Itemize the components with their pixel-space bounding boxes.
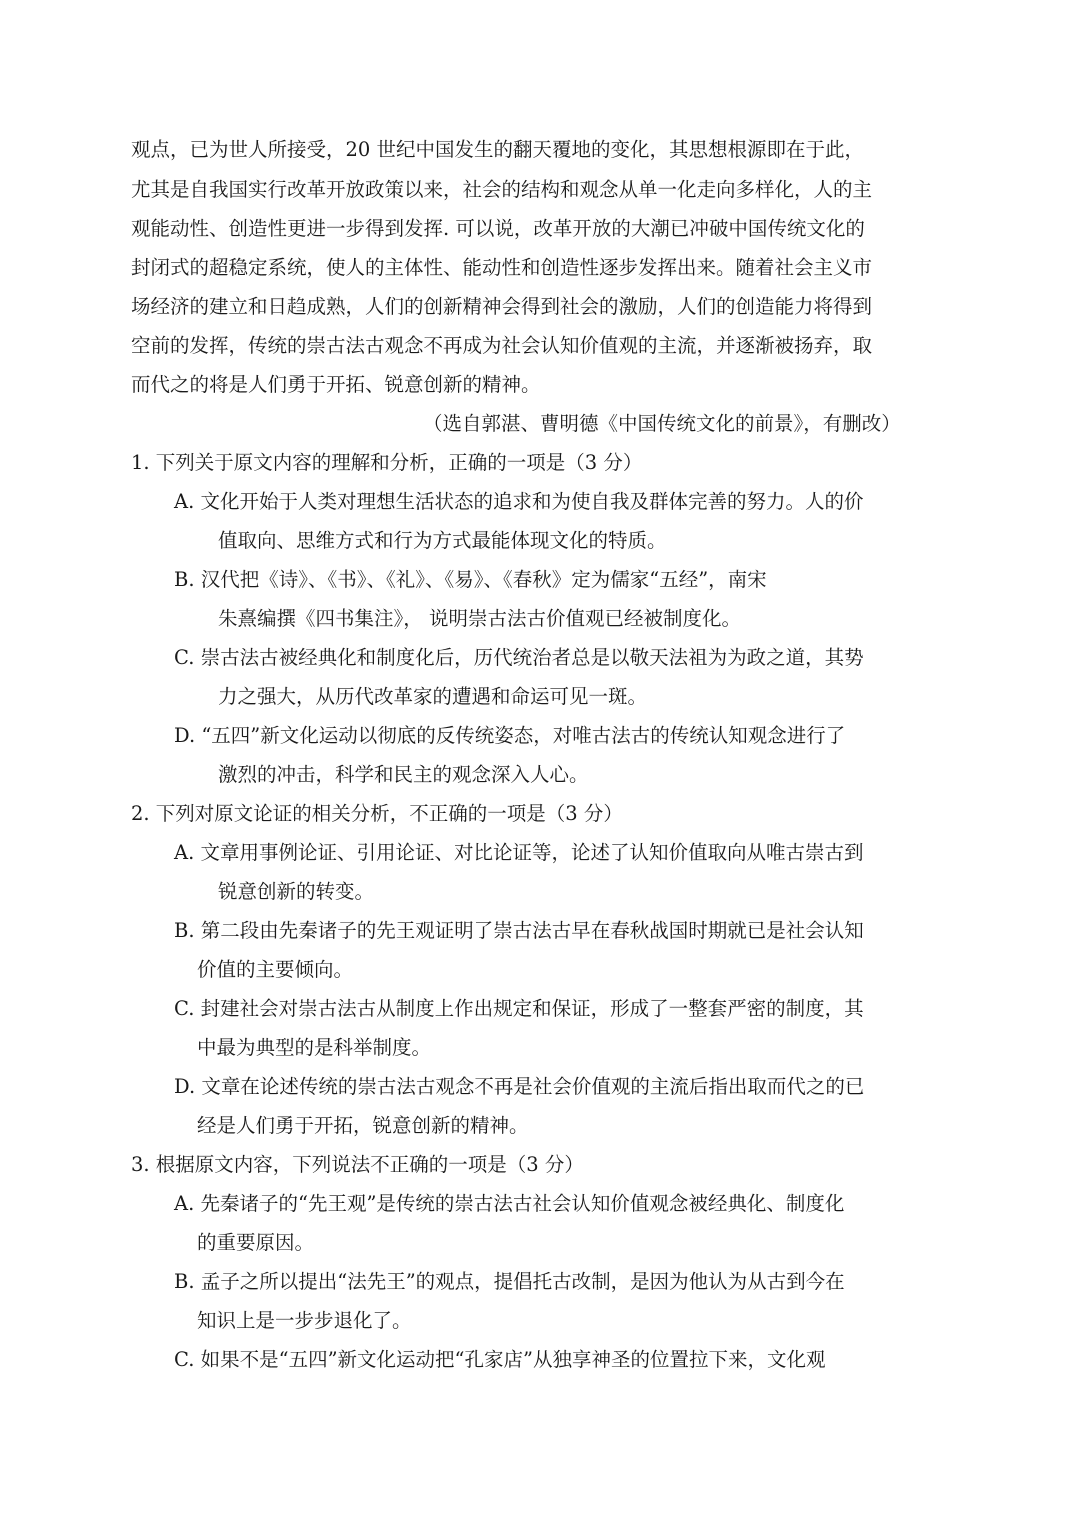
q3-option-a-cont: 的重要原因。 [197, 1231, 315, 1254]
q1-option-a-cont: 值取向、思维方式和行为方式最能体现文化的特质。 [218, 529, 667, 552]
q2-option-b: B. 第二段由先秦诸子的先王观证明了崇古法古早在春秋战国时期就已是社会认知 [174, 919, 864, 942]
q3-option-a: A. 先秦诸子的“先王观”是传统的崇古法古社会认知价值观念被经典化、制度化 [174, 1192, 845, 1215]
passage-line-5: 场经济的建立和日趋成熟，人们的创新精神会得到社会的激励，人们的创造能力将得到 [131, 295, 873, 318]
q2-option-a-cont: 锐意创新的转变。 [218, 880, 375, 903]
question-1-stem: 1. 下列关于原文内容的理解和分析，正确的一项是（3 分） [131, 451, 643, 474]
q3-option-b-cont: 知识上是一步步退化了。 [197, 1309, 412, 1332]
q2-option-c-cont: 中最为典型的是科举制度。 [197, 1036, 432, 1059]
q3-option-c: C. 如果不是“五四”新文化运动把“孔家店”从独享神圣的位置拉下来，文化观 [174, 1348, 826, 1371]
q2-option-b-cont: 价值的主要倾向。 [197, 958, 354, 981]
q1-option-c: C. 崇古法古被经典化和制度化后，历代统治者总是以敬天法祖为为政之道，其势 [174, 646, 864, 669]
q1-option-b-cont: 朱熹编撰《四书集注》， 说明崇古法古价值观已经被制度化。 [218, 607, 741, 630]
passage-line-6: 空前的发挥，传统的崇古法古观念不再成为社会认知价值观的主流，并逐渐被扬弃，取 [131, 334, 873, 357]
q2-option-d: D. 文章在论述传统的崇古法古观念不再是社会价值观的主流后指出取而代之的已 [174, 1075, 865, 1098]
q2-option-d-cont: 经是人们勇于开拓，锐意创新的精神。 [197, 1114, 529, 1137]
passage-line-2: 尤其是自我国实行改革开放政策以来，社会的结构和观念从单一化走向多样化，人的主 [131, 178, 873, 201]
q3-option-b: B. 孟子之所以提出“法先王”的观点，提倡托古改制，是因为他认为从古到今在 [174, 1270, 845, 1293]
q2-option-a: A. 文章用事例论证、引用论证、对比论证等，论述了认知价值取向从唯古崇古到 [174, 841, 864, 864]
passage-line-4: 封闭式的超稳定系统，使人的主体性、能动性和创造性逐步发挥出来。随着社会主义市 [131, 256, 873, 279]
passage-line-3: 观能动性、创造性更进一步得到发挥. 可以说，改革开放的大潮已冲破中国传统文化的 [131, 217, 865, 240]
q1-option-c-cont: 力之强大，从历代改革家的遭遇和命运可见一斑。 [218, 685, 648, 708]
q1-option-a: A. 文化开始于人类对理想生活状态的追求和为使自我及群体完善的努力。人的价 [174, 490, 864, 513]
passage-line-1: 观点，已为世人所接受，20 世纪中国发生的翻天覆地的变化，其思想根源即在于此， [131, 138, 865, 161]
q1-option-b: B. 汉代把《诗》、《书》、《礼》、《易》、《春秋》定为儒家“五经”，南宋 [174, 568, 767, 591]
q1-option-d-cont: 激烈的冲击，科学和民主的观念深入人心。 [218, 763, 589, 786]
q1-option-d: D. “五四”新文化运动以彻底的反传统姿态，对唯古法古的传统认知观念进行了 [174, 724, 846, 747]
source-citation: （选自郭湛、曹明德《中国传统文化的前景》，有删改） [423, 412, 901, 435]
question-2-stem: 2. 下列对原文论证的相关分析，不正确的一项是（3 分） [131, 802, 623, 825]
passage-line-7: 而代之的将是人们勇于开拓、锐意创新的精神。 [131, 373, 541, 396]
question-3-stem: 3. 根据原文内容，下列说法不正确的一项是（3 分） [131, 1153, 584, 1176]
q2-option-c: C. 封建社会对崇古法古从制度上作出规定和保证，形成了一整套严密的制度，其 [174, 997, 864, 1020]
